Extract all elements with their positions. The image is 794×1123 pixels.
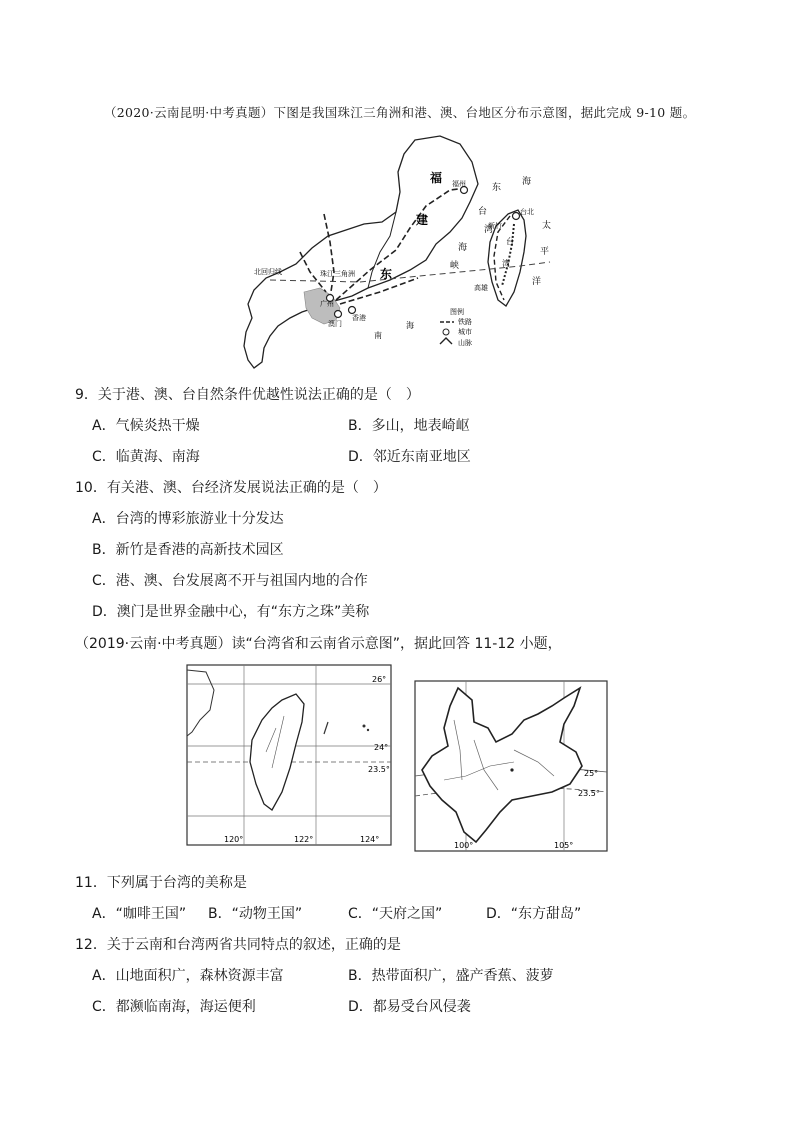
city-marker-taibei xyxy=(513,213,520,220)
label-pacific-3: 洋 xyxy=(532,277,542,287)
label-city-taibei: 台北 xyxy=(520,208,534,216)
label-south-sea-2: 海 xyxy=(406,321,414,330)
taiwan-ridge xyxy=(502,224,514,286)
label-city-guangzhou: 广州 xyxy=(320,300,334,308)
taiwan-map xyxy=(186,664,396,848)
label-strait-1: 台 xyxy=(478,207,488,217)
label-fujian-1: 福 xyxy=(430,171,443,185)
taiwan-lat-235: 23.5° xyxy=(368,765,390,774)
q11-option-a[interactable]: A．“咖啡王国” xyxy=(92,906,187,922)
label-fujian-2: 建 xyxy=(416,213,429,227)
prd-hmt-map xyxy=(240,132,560,372)
label-city-xianggang: 香港 xyxy=(352,314,366,322)
q9-option-a[interactable]: A．气候炎热干燥 xyxy=(92,418,200,434)
label-city-aomen: 澳门 xyxy=(328,320,342,328)
q10-stem: 10．有关港、澳、台经济发展说法正确的是（ ） xyxy=(75,480,387,496)
label-city-fuzhou: 福州 xyxy=(452,180,466,188)
label-island-tai: 台 xyxy=(506,237,514,246)
label-strait-3: 海 xyxy=(458,243,468,253)
q11-stem: 11．下列属于台湾的美称是 xyxy=(75,875,247,891)
q9-option-b[interactable]: B．多山，地表崎岖 xyxy=(348,418,470,434)
taiwan-lon-124: 124° xyxy=(360,835,380,844)
q11-option-c[interactable]: C．“天府之国” xyxy=(348,906,443,922)
q12-stem: 12．关于云南和台湾两省共同特点的叙述，正确的是 xyxy=(75,937,401,953)
city-marker-aomen xyxy=(335,311,342,318)
q12-option-b[interactable]: B．热带面积广，盛产香蕉、菠萝 xyxy=(348,968,554,984)
label-east-sea-2: 海 xyxy=(522,177,532,187)
q11-option-d[interactable]: D．“东方甜岛” xyxy=(486,906,582,922)
legend-mountain-symbol xyxy=(440,338,452,344)
legend-city: 城市 xyxy=(458,328,472,336)
q12-option-c[interactable]: C．都濒临南海，海运便利 xyxy=(92,999,256,1015)
label-strait-4: 峡 xyxy=(450,261,460,271)
city-marker-xianggang xyxy=(349,307,356,314)
intro-2020: （2020·云南昆明·中考真题）下图是我国珠江三角洲和港、澳、台地区分布示意图，据此完成 9-10 题。 xyxy=(104,105,696,120)
yunnan-city-marker xyxy=(510,768,513,771)
taiwan-lon-120: 120° xyxy=(224,835,244,844)
q10-option-b[interactable]: B．新竹是香港的高新技术园区 xyxy=(92,542,284,558)
q12-option-d[interactable]: D．都易受台风侵袭 xyxy=(348,999,471,1015)
label-city-gaoxiong: 高雄 xyxy=(474,284,488,292)
label-tropic: 北回归线 xyxy=(254,268,282,276)
legend-rail: 铁路 xyxy=(458,318,472,326)
label-east-sea-1: 东 xyxy=(492,183,502,193)
legend-mountain: 山脉 xyxy=(458,339,472,347)
railway-1 xyxy=(324,214,334,298)
q10-option-d[interactable]: D．澳门是世界金融中心，有“东方之珠”美称 xyxy=(92,604,370,620)
railway-2 xyxy=(336,188,466,300)
yunnan-lon-105: 105° xyxy=(554,841,574,850)
label-pacific-2: 平 xyxy=(540,247,550,257)
q11-option-b[interactable]: B．“动物王国” xyxy=(208,906,303,922)
q9-stem: 9．关于港、澳、台自然条件优越性说法正确的是（ ） xyxy=(75,387,420,403)
offshore-island-2 xyxy=(367,729,369,731)
yunnan-lat-25-label: 25° xyxy=(584,769,599,778)
q10-option-a[interactable]: A．台湾的博彩旅游业十分发达 xyxy=(92,511,284,527)
legend-city-symbol xyxy=(443,329,449,335)
taiwan-lat-24: 24° xyxy=(374,743,389,752)
yunnan-lat-235-label: 23.5° xyxy=(578,789,600,798)
label-guangdong: 东 xyxy=(380,267,393,281)
yunnan-lon-100: 100° xyxy=(454,841,474,850)
label-pacific-1: 太 xyxy=(542,221,552,231)
yunnan-map xyxy=(414,680,610,854)
taiwan-lat-26: 26° xyxy=(372,675,387,684)
label-south-sea-1: 南 xyxy=(374,331,382,340)
taiwan-lon-122: 122° xyxy=(294,835,314,844)
label-strait-2: 湾 xyxy=(484,225,494,235)
label-prd: 珠江三角洲 xyxy=(320,270,355,278)
q9-option-d[interactable]: D．邻近东南亚地区 xyxy=(348,449,471,465)
legend-title: 图例 xyxy=(450,308,464,316)
offshore-island-1 xyxy=(363,725,366,728)
q9-option-c[interactable]: C．临黄海、南海 xyxy=(92,449,200,465)
q12-option-a[interactable]: A．山地面积广，森林资源丰富 xyxy=(92,968,284,984)
label-city-xinzhu: 新竹 xyxy=(488,222,502,230)
label-island-wan: 湾 xyxy=(502,259,510,268)
q10-option-c[interactable]: C．港、澳、台发展离不开与祖国内地的合作 xyxy=(92,573,368,589)
intro-2019: （2019·云南·中考真题）读“台湾省和云南省示意图”，据此回答 11-12 小题， xyxy=(75,636,562,652)
